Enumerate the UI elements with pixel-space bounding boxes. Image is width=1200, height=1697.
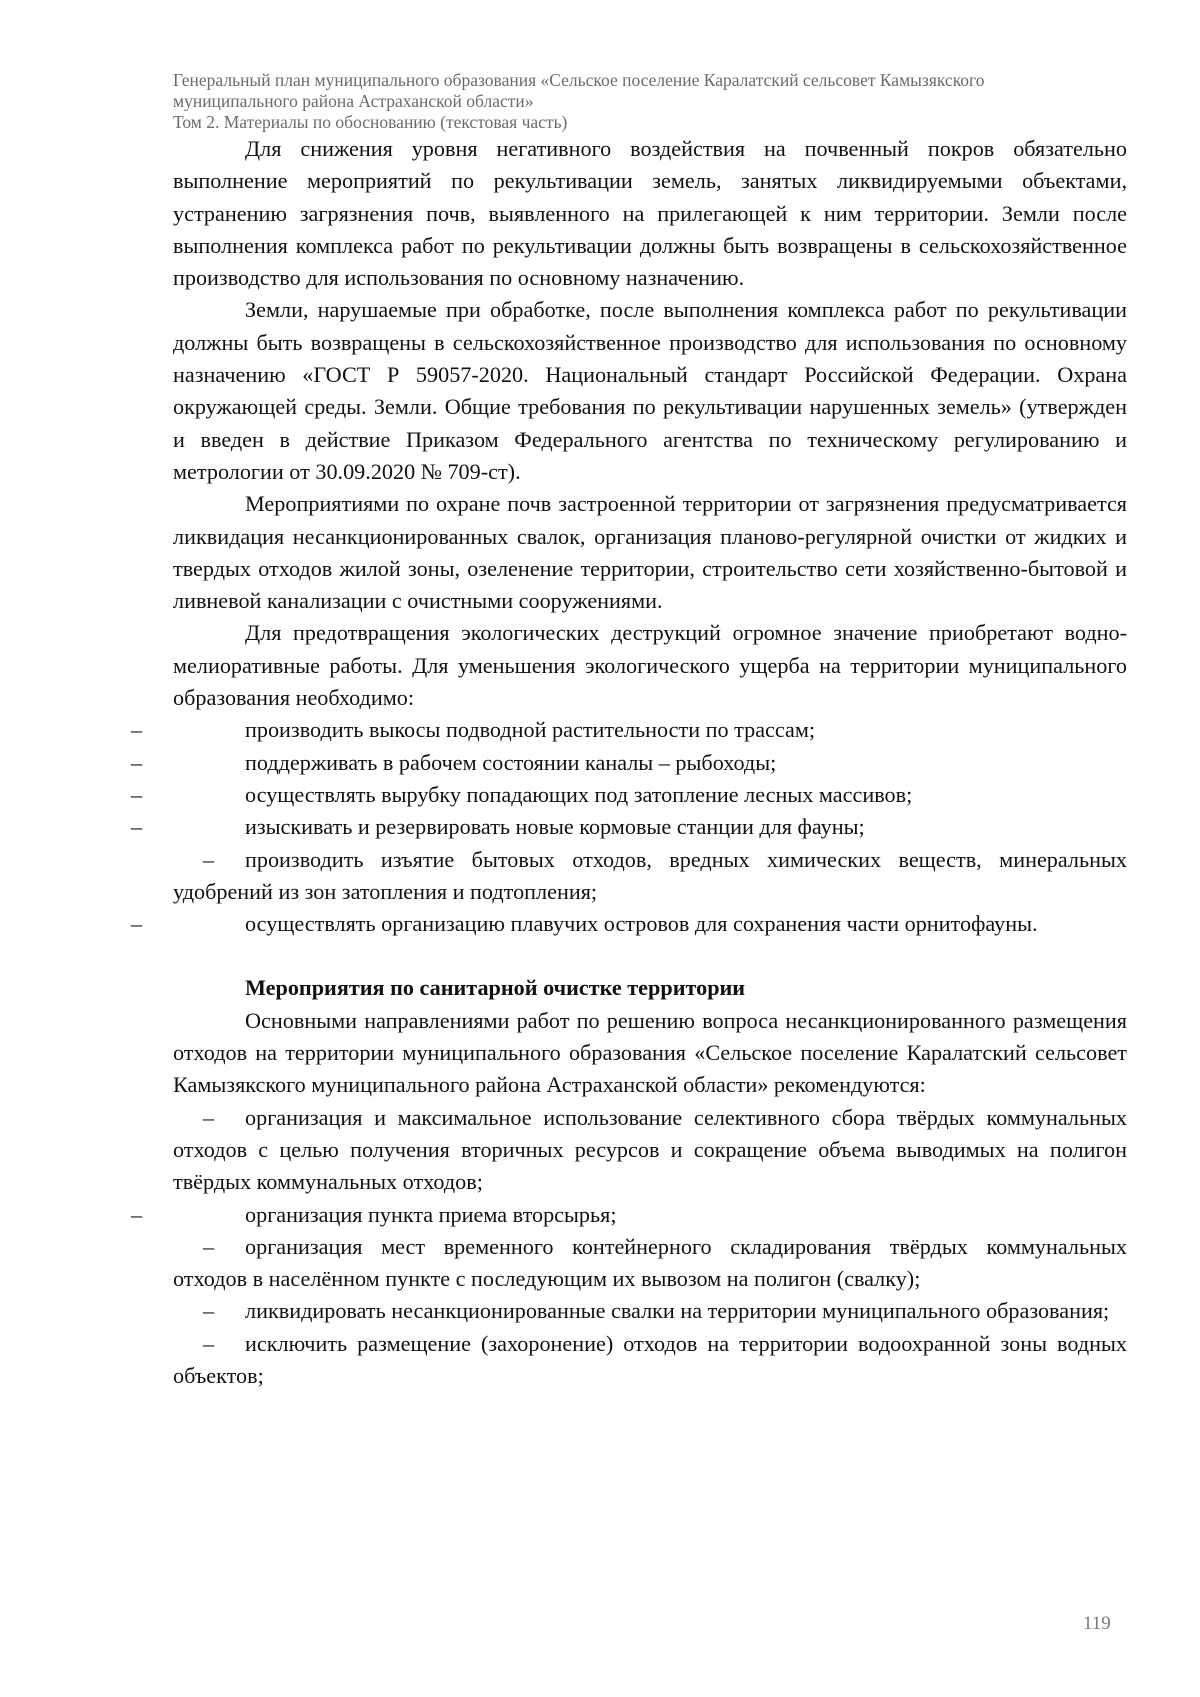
- list-item: [173, 1231, 1127, 1296]
- dash-marker: –: [131, 1201, 143, 1227]
- spacer: [173, 940, 1127, 972]
- list-item: [131, 747, 1127, 779]
- list-item-text: производить изъятие бытовых отходов, вредных химических веществ, минеральных удобрений из зон затопления и подтопления;: [173, 846, 1127, 904]
- dash-marker: –: [203, 846, 215, 872]
- dash-marker: –: [131, 814, 143, 840]
- list-item: [173, 1102, 1127, 1199]
- section-heading: Мероприятия по санитарной очистке территории: [245, 975, 746, 1001]
- dash-marker: –: [131, 749, 143, 775]
- dash-marker: –: [131, 717, 143, 743]
- list-item-text: изыскивать и резервировать новые кормовые станции для фауны;: [245, 814, 865, 840]
- list-item-text: организация и максимальное использование селективного сбора твёрдых коммунальных отходов с целью получения вторичных ресурсов и сокращение объема выводимых на полигон твёрдых коммунальных отходов;: [173, 1104, 1127, 1195]
- list-item-text: организация мест временного контейнерного складирования твёрдых коммунальных отходов в населённом пункте с последующим их вывозом на полигон (свалку);: [173, 1233, 1127, 1292]
- header-line: Генеральный план муниципального образования «Сельское поселение Каралатский сельсовет Камызякского: [173, 70, 985, 90]
- list-item: [173, 1328, 1127, 1393]
- bullet-list: [131, 714, 1127, 940]
- dash-marker: –: [131, 911, 143, 937]
- dash-marker: –: [203, 1104, 215, 1130]
- list-item-text: ликвидировать несанкционированные свалки на территории муниципального образования;: [245, 1298, 1110, 1324]
- list-item: [173, 1295, 1127, 1327]
- list-item: [131, 908, 1127, 940]
- list-item-text: осуществлять вырубку попадающих под затопление лесных массивов;: [245, 781, 913, 807]
- dash-marker: –: [203, 1330, 215, 1356]
- paragraph: Мероприятиями по охране почв застроенной территории от загрязнения предусматривается ликвидация несанкционированных свалок, организация планово-регулярной очистки от жидких и твердых отходов жилой зоны, озеленение территории, строительство сети хозяйственно-бытовой и ливневой канализации с очистными сооружениями.: [173, 491, 1127, 614]
- document-page: [131, 70, 1127, 1670]
- paragraph: Земли, нарушаемые при обработке, после выполнения комплекса работ по рекультивации должны быть возвращены в сельскохозяйственное производство для использования по основному назначению «ГОСТ Р 59057-2020. Национальный стандарт Российской Федерации. Охрана окружающей среды. Земли. Общие требования по рекультивации нарушенных земель» (утвержден и введен в действие Приказом Федерального агентства по техническому регулированию и метрологии от 30.09.2020 № 709-ст).: [173, 297, 1127, 484]
- dash-marker: –: [131, 781, 143, 807]
- list-item-text: исключить размещение (захоронение) отходов на территории водоохранной зоны водных объектов;: [173, 1330, 1127, 1388]
- list-item: [173, 844, 1127, 909]
- paragraph: Для предотвращения экологических деструкций огромное значение приобретают водно-мелиоративные работы. Для уменьшения экологического ущерба на территории муниципального образования необходимо:: [173, 620, 1127, 711]
- list-item: [131, 811, 1127, 843]
- list-item: [131, 779, 1127, 811]
- running-header: [173, 70, 1127, 133]
- header-line: Том 2. Материалы по обоснованию (текстовая часть): [173, 112, 568, 132]
- dash-marker: –: [203, 1298, 215, 1324]
- paragraph: Основными направлениями работ по решению вопроса несанкционированного размещения отходов на территории муниципального образования «Сельское поселение Каралатский сельсовет Камызякского муниципального района Астраханской области» рекомендуются:: [173, 1007, 1127, 1098]
- paragraph: Для снижения уровня негативного воздействия на почвенный покров обязательно выполнение мероприятий по рекультивации земель, занятых ликвидируемыми объектами, устранению загрязнения почв, выявленного на прилегающей к ним территории. Земли после выполнения комплекса работ по рекультивации должны быть возвращены в сельскохозяйственное производство для использования по основному назначению.: [173, 136, 1127, 291]
- list-item-text: организация пункта приема вторсырья;: [245, 1201, 617, 1227]
- list-item: [131, 714, 1127, 746]
- document-body: [131, 133, 1127, 1392]
- page-number: 119: [1083, 1613, 1111, 1634]
- list-item-text: производить выкосы подводной растительности по трассам;: [245, 717, 816, 743]
- list-item: [131, 1199, 1127, 1231]
- list-item-text: поддерживать в рабочем состоянии каналы – рыбоходы;: [245, 749, 777, 775]
- bullet-list: [131, 1102, 1127, 1393]
- dash-marker: –: [203, 1233, 215, 1259]
- list-item-text: осуществлять организацию плавучих островов для сохранения части орнитофауны.: [245, 911, 1038, 937]
- header-line: муниципального района Астраханской области»: [173, 91, 534, 111]
